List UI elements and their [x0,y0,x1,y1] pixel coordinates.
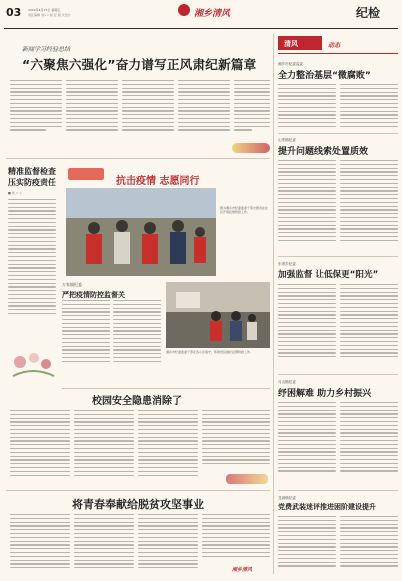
divider [278,374,398,375]
right-rule [278,53,398,54]
right-item-2-kicker: 山枣镇纪委 [278,138,296,142]
divider [6,158,270,159]
sidebar-left [8,166,58,346]
bottom-body-col4 [202,514,270,564]
page-number: 03 [6,6,22,19]
section-title: 纪检 [356,6,381,20]
right-item-4-title: 纾困解难 助力乡村振兴 [278,389,372,399]
school-title: 校园安全隐患消除了 [92,396,182,407]
right-item-3-title: 加强监督 让低保更“阳光” [278,270,379,280]
mid-title: 严把疫情防控监督关 [62,291,125,299]
feature-banner: 抗击疫情 志愿同行 [116,176,200,187]
mid-body-col2 [113,300,161,370]
school-body-col4 [202,410,270,474]
emblem-icon [178,4,190,16]
lead-title: “六聚焦六强化”奋力谱写正风肃纪新篇章 [22,57,257,72]
school-body-col1 [10,410,70,488]
right-item-4-body-a [278,402,336,484]
right-item-1-body-a [278,84,336,130]
header-rule [4,28,398,29]
lead-body-col2 [66,80,118,154]
sidebar-title: 精准监督检查 压实防疫责任 [8,167,56,187]
mid-body-col1 [62,300,110,370]
feature-caption-bottom: 湘乡市纪委监委干部在各小区值守，帮助居民做好疫情防控工作。 [166,350,254,354]
right-item-5-body-b [340,516,398,576]
flower-illustration-icon [8,348,58,378]
school-body-col3 [138,410,198,488]
lead-body-col4 [178,80,230,154]
bottom-body-col1 [10,514,70,576]
right-item-2-body-a [278,160,336,252]
right-item-3-body-a [278,284,336,370]
feature-logo-icon [68,168,104,180]
right-item-1-title: 全力整治基层“微腐败” [278,71,371,81]
divider [278,490,398,491]
bottom-title: 将青春奉献给脱贫攻坚事业 [72,498,204,511]
school-body-col2 [74,410,134,488]
divider [6,490,270,491]
editor-line: 责任编辑 刘×× 版 张 版 式设计 [28,13,71,17]
bottom-body-col3 [138,514,198,576]
date-line: 2022年4月15日 星期五 [28,8,61,12]
right-section-tag-text: 清风 [284,40,298,48]
divider [278,256,398,257]
column-separator [273,34,274,574]
lead-body-col3 [122,80,174,154]
right-item-1-body-b [340,84,398,130]
hall-photo [166,282,270,348]
divider [62,388,270,389]
right-item-5-body-a [278,516,336,576]
page-header [0,0,402,33]
lead-kicker: 新闻学习经验总结 [22,46,71,53]
volunteer-photo [66,188,216,276]
lead-body-col1 [10,80,62,154]
right-item-2-title: 提升问题线索处置质效 [278,147,369,157]
right-section-sub: 动态 [328,42,341,49]
right-item-5-kicker: 龙洞镇纪委 [278,496,296,500]
bottom-masthead: 湘乡清风 [232,567,253,573]
mid-kicker: 万家镇纪委 [62,282,82,287]
feature-caption-right: 图为湘乡市纪委监委干部志愿者在社区开展疫情防控工作。 [220,206,269,215]
right-item-3-body-b [340,284,398,370]
right-item-1-kicker: 湘乡市纪委监委 [278,62,304,66]
right-section-tag [278,36,322,50]
right-item-4-kicker: 月山镇纪委 [278,380,296,384]
bottom-body-col2 [74,514,134,576]
divider [278,133,398,134]
right-item-4-body-b [340,402,398,484]
right-item-3-kicker: 东郊乡纪委 [278,262,296,266]
feature-frame [62,166,270,278]
right-item-2-body-b [340,160,398,252]
sidebar-byline: ■ 刘 × × [8,191,22,195]
right-item-5-title: 党费武装迷评推进困阶建设提升 [278,503,376,511]
masthead: 湘乡清风 [194,9,231,19]
lead-ornament-icon [232,143,270,153]
ornament-icon [226,474,268,484]
mid-article [62,282,162,386]
sidebar-body [8,199,56,327]
